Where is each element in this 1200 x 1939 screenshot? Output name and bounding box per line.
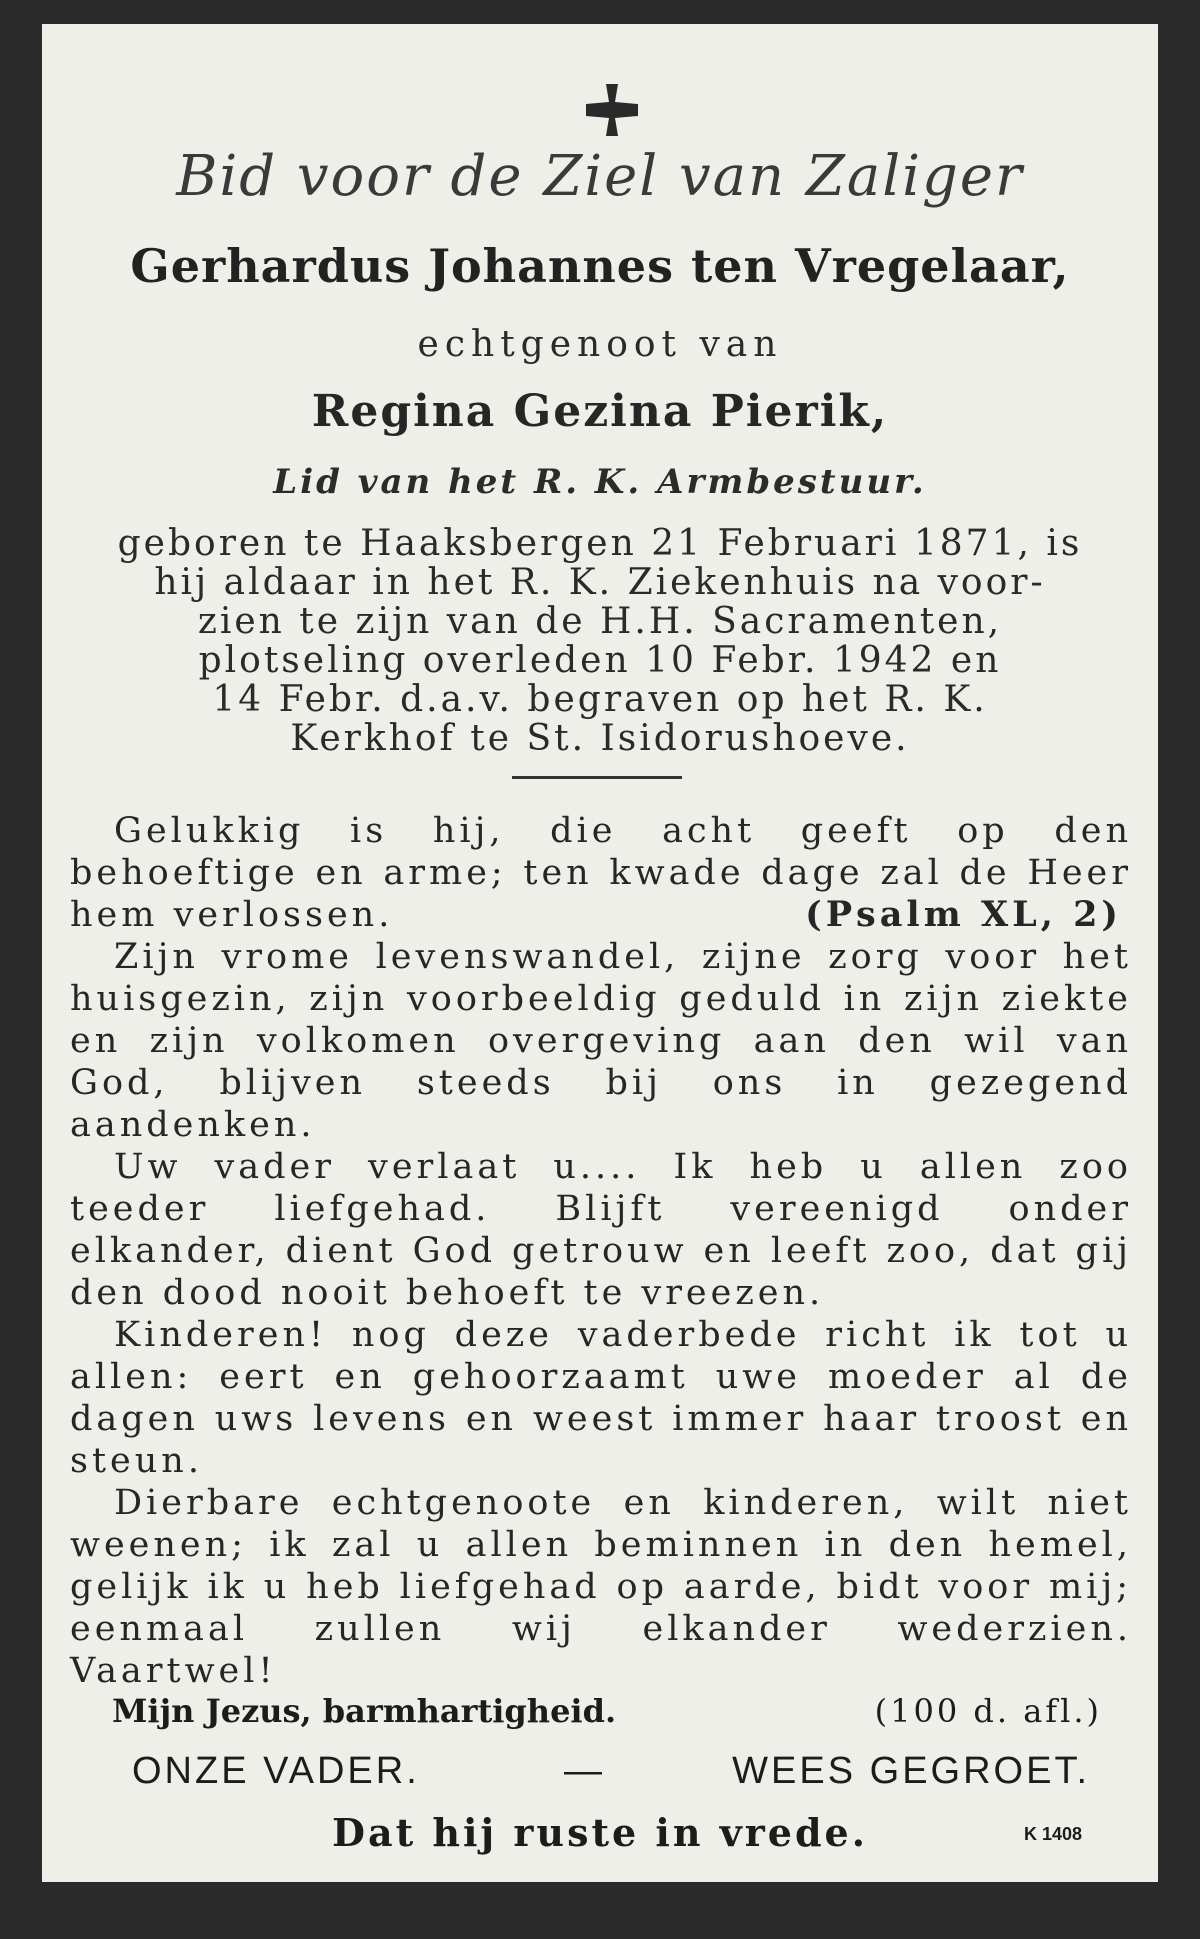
prayer-hail-mary: WEES GEGROET. bbox=[732, 1750, 1090, 1792]
bio-line: hij aldaar in het R. K. Ziekenhuis na voor- bbox=[154, 562, 1046, 603]
bio-line: plotseling overleden 10 Febr. 1942 en bbox=[198, 640, 1002, 681]
indulgence: (100 d. afl.) bbox=[874, 1692, 1102, 1730]
body-text bbox=[70, 810, 1132, 1692]
prayer-dash: — bbox=[564, 1750, 605, 1792]
spouse-name: Regina Gezina Pierik, bbox=[311, 386, 889, 437]
quote-paragraph bbox=[70, 810, 1132, 936]
paragraph: Kinderen! nog deze vaderbede richt ik tot u allen: eert en gehoorzaamt uwe moeder al de dagen uws levens en weest immer haar troost en steun. bbox=[70, 1315, 1132, 1481]
paragraph: Uw vader verlaat u.... Ik heb u allen zoo teeder liefgehad. Blijft vereenigd onder elkander, dient God getrouw en leeft zoo, dat gij den dood nooit behoeft te vreezen. bbox=[70, 1147, 1132, 1313]
invocation: Mijn Jezus, barmhartigheid. bbox=[112, 1692, 617, 1730]
memorial-card bbox=[42, 24, 1158, 1882]
divider bbox=[512, 776, 682, 779]
biography bbox=[82, 524, 1118, 758]
heading: Bid voor de Ziel van Zaliger bbox=[176, 144, 1024, 209]
quote-text: Gelukkig is hij, die acht geeft op den behoeftige en arme; ten kwade dage zal de Heer hem verlossen. bbox=[70, 811, 1132, 935]
final-line: Dat hij ruste in vrede. bbox=[332, 1810, 868, 1855]
bio-line: Kerkhof te St. Isidorushoeve. bbox=[290, 718, 910, 759]
deceased-name: Gerhardus Johannes ten Vregelaar, bbox=[130, 239, 1070, 293]
bio-line: geboren te Haaksbergen 21 Februari 1871, is bbox=[117, 523, 1083, 564]
print-code: K 1408 bbox=[1023, 1824, 1082, 1844]
spouse-intro: echtgenoot van bbox=[417, 324, 783, 365]
invocation-line bbox=[112, 1692, 1102, 1730]
cross-icon bbox=[582, 80, 642, 140]
prayer-our-father: ONZE VADER. bbox=[132, 1750, 420, 1792]
quote-reference: (Psalm XL, 2) bbox=[805, 894, 1122, 935]
bio-line: zien te zijn van de H.H. Sacramenten, bbox=[197, 601, 1003, 642]
role-line: Lid van het R. K. Armbestuur. bbox=[273, 462, 927, 502]
paragraph: Zijn vrome levenswandel, zijne zorg voor het huisgezin, zijn voorbeeldig geduld in zijn ziekte en zijn volkomen overgeving aan den wil van God, blijven steeds bij ons in gezegend aandenken. bbox=[70, 937, 1132, 1145]
bio-line: 14 Febr. d.a.v. begraven op het R. K. bbox=[212, 679, 988, 720]
paragraph: Dierbare echtgenoote en kinderen, wilt niet weenen; ik zal u allen beminnen in den hemel, gelijk ik u heb liefgehad op aarde, bidt voor mij; eenmaal zullen wij elkander wederzien. Vaartwel! bbox=[70, 1483, 1132, 1691]
